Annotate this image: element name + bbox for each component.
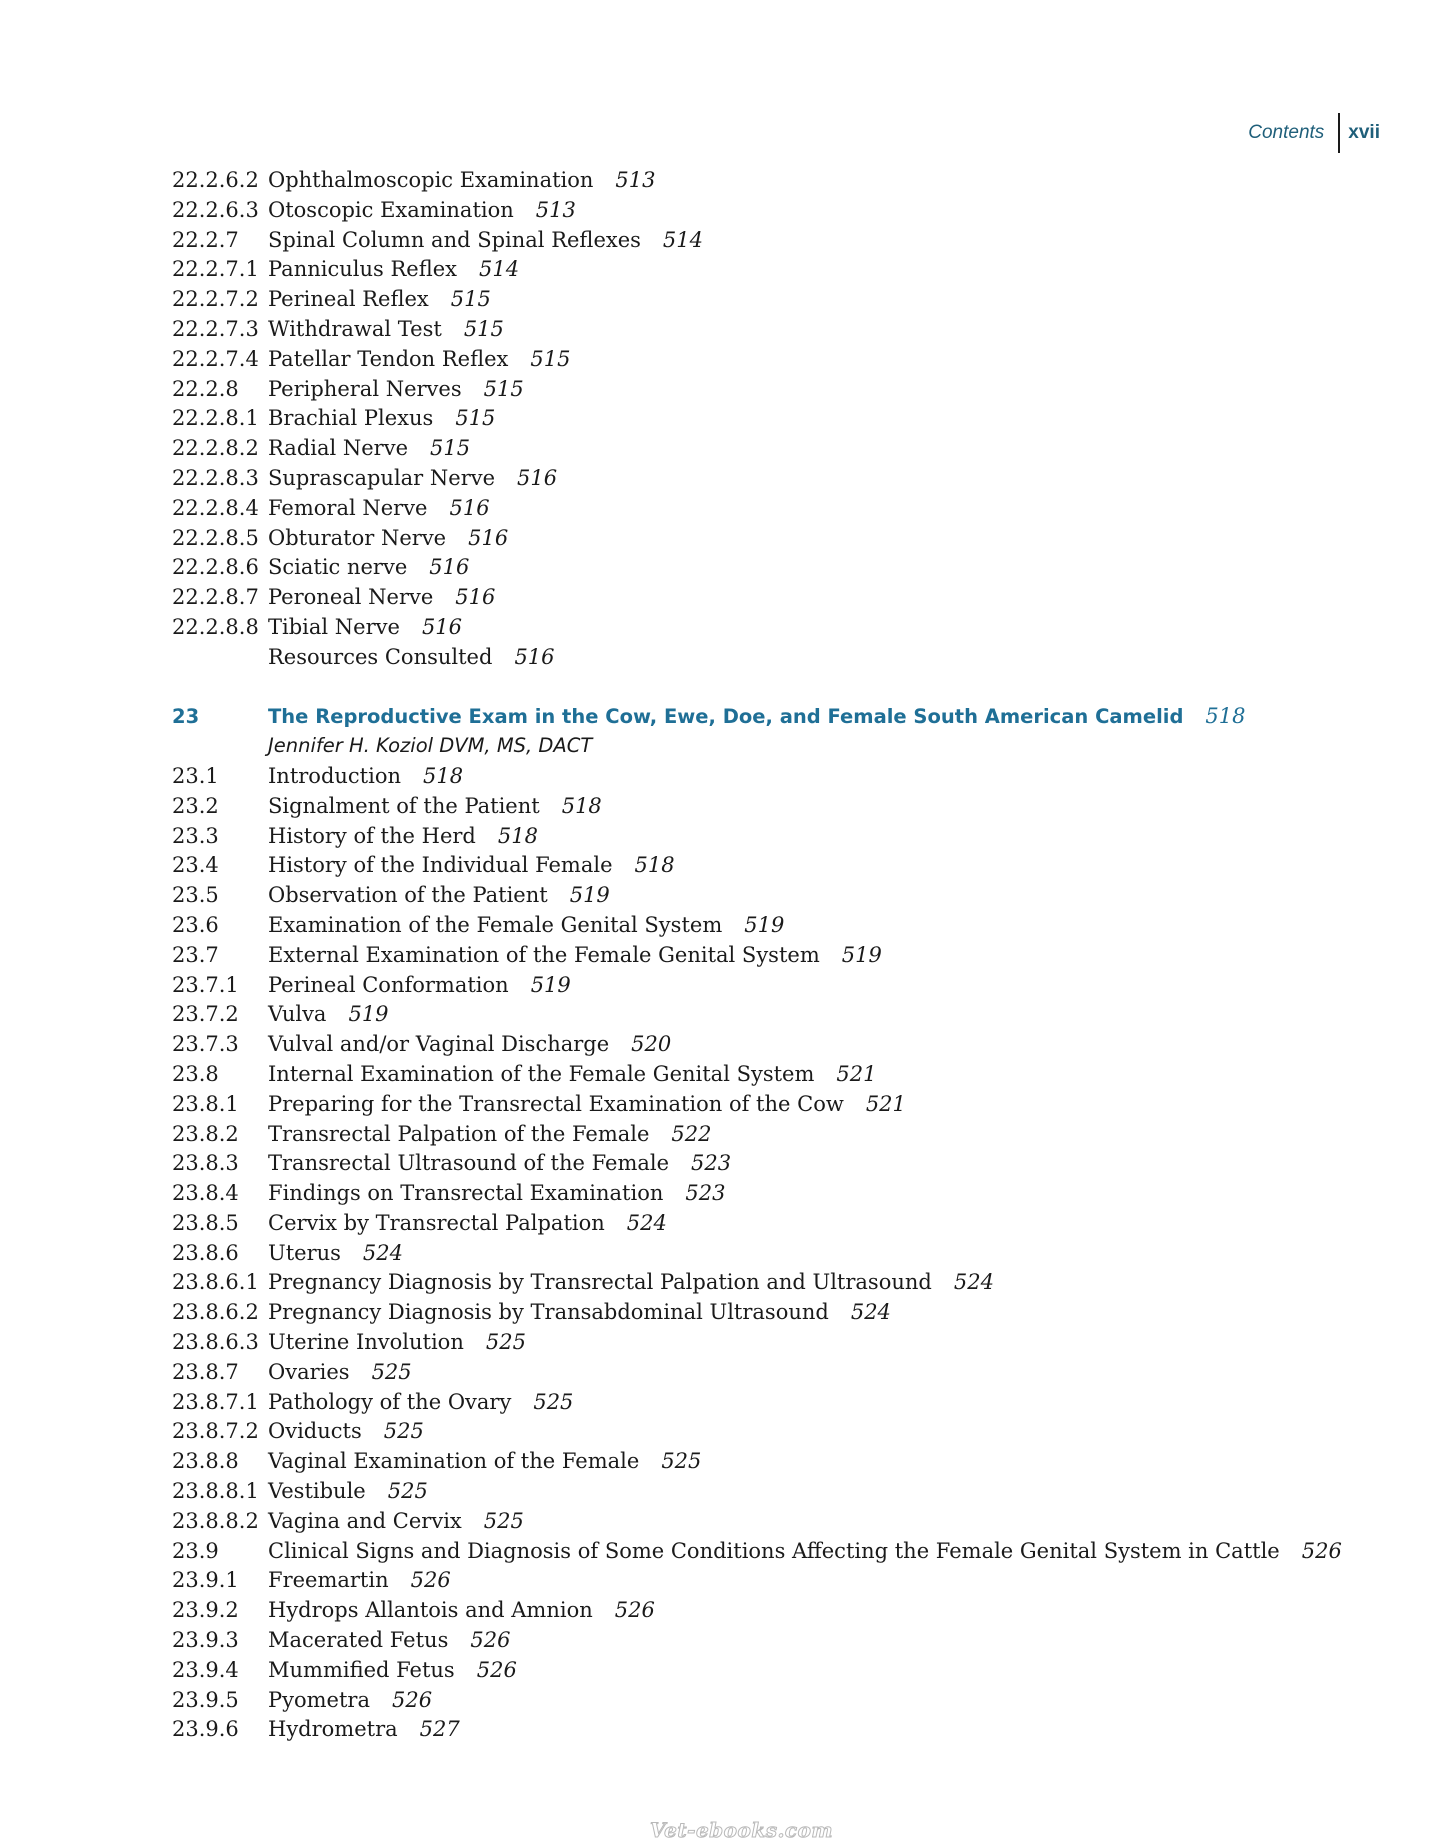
toc-entry-number: 23.9.5: [172, 1687, 239, 1712]
toc-entry-number: 22.2.7.2: [172, 287, 259, 312]
toc-entry[interactable]: [172, 645, 1332, 675]
toc-entry-page: 513: [615, 168, 656, 192]
toc-entry-page: 526: [1301, 1538, 1342, 1563]
toc-entry-number: 23.8.8.2: [172, 1508, 259, 1533]
toc-entry-title: Observation of the Patient: [268, 883, 548, 908]
toc-entry-page: 523: [691, 1151, 732, 1176]
toc-entry[interactable]: [172, 913, 1332, 943]
toc-entry-page: 524: [953, 1270, 994, 1295]
toc-entry-page: 521: [865, 1091, 906, 1116]
toc-entry[interactable]: [172, 526, 1332, 556]
toc-entry-title: History of the Individual Female: [268, 853, 613, 878]
toc-entry-number: 23.8.6.1: [172, 1270, 259, 1295]
table-of-contents: [172, 168, 1342, 1747]
toc-entry-title: Transrectal Palpation of the Female: [268, 1121, 650, 1146]
toc-entry-number: 23.9.6: [172, 1717, 239, 1742]
page-number: xvii: [1348, 122, 1380, 143]
toc-entry[interactable]: [172, 1598, 1332, 1628]
toc-entry-title: Transrectal Ultrasound of the Female: [268, 1151, 670, 1176]
toc-entry-number: 22.2.8.3: [172, 465, 259, 490]
toc-entry[interactable]: [172, 794, 1332, 824]
toc-entry-number: 23.7.3: [172, 1032, 239, 1057]
toc-entry[interactable]: [172, 1330, 1332, 1360]
toc-entry-page: 524: [850, 1300, 891, 1325]
toc-entry-title: Obturator Nerve: [268, 525, 447, 550]
toc-entry-page: 527: [419, 1717, 460, 1742]
running-head: [1248, 112, 1380, 154]
toc-entry-number: 22.2.8: [172, 376, 239, 401]
toc-entry-number: 23.8.5: [172, 1210, 239, 1235]
toc-entry-page: 516: [455, 585, 496, 610]
toc-entry[interactable]: [172, 347, 1332, 377]
toc-entry-page: 518: [423, 763, 464, 788]
toc-entry-number: 23.5: [172, 883, 219, 908]
toc-entry[interactable]: [172, 1449, 1332, 1479]
toc-entry[interactable]: [172, 317, 1332, 347]
toc-entry[interactable]: [172, 1390, 1332, 1420]
toc-entry-number: 23.8.8: [172, 1449, 239, 1474]
toc-entry-page: 515: [483, 376, 524, 401]
toc-entry-number: 23.7.2: [172, 1002, 239, 1027]
toc-entry[interactable]: [172, 198, 1332, 228]
toc-entry-number: 23.8.7: [172, 1359, 239, 1384]
toc-entry[interactable]: [172, 1300, 1332, 1330]
toc-entry[interactable]: [172, 615, 1332, 645]
toc-entry-title: Findings on Transrectal Examination: [268, 1181, 664, 1206]
toc-entry-number: 23.9.4: [172, 1657, 239, 1682]
toc-entry[interactable]: [172, 1509, 1332, 1539]
toc-entry-page: 516: [421, 614, 463, 639]
toc-entry-number: 23.7: [172, 942, 219, 967]
toc-entry[interactable]: [172, 585, 1332, 615]
toc-entry-title: Vulval and/or Vaginal Discharge: [268, 1032, 610, 1057]
toc-entry[interactable]: [172, 1628, 1332, 1658]
toc-entry[interactable]: [172, 377, 1332, 407]
toc-entry-page: 518: [634, 853, 675, 878]
chapter-page: 518: [1205, 704, 1246, 729]
chapter-author-row: [172, 734, 1332, 764]
toc-entry-number: 23.8.4: [172, 1181, 239, 1206]
toc-entry-page: 522: [671, 1121, 712, 1146]
toc-entry-number: 23.7.1: [172, 972, 239, 997]
toc-entry-page: 515: [430, 436, 471, 461]
toc-entry[interactable]: [172, 496, 1332, 526]
toc-entry-page: 526: [476, 1657, 517, 1682]
toc-entry[interactable]: [172, 883, 1332, 913]
toc-entry[interactable]: [172, 168, 1332, 198]
toc-entry-page: 524: [362, 1240, 403, 1265]
toc-entry[interactable]: [172, 1270, 1332, 1300]
toc-entry-page: 525: [371, 1359, 412, 1384]
toc-entry-page: 515: [530, 346, 571, 371]
toc-section-23: [172, 763, 1342, 1747]
toc-entry-number: 22.2.8.4: [172, 495, 259, 520]
toc-entry-title: Uterus: [268, 1240, 341, 1265]
toc-entry-page: 525: [485, 1330, 526, 1355]
toc-entry-number: 23.9: [172, 1538, 219, 1563]
toc-entry[interactable]: [172, 1479, 1332, 1509]
toc-entry[interactable]: [172, 1538, 1342, 1569]
toc-entry-page: 525: [533, 1389, 574, 1414]
toc-entry-title: Perineal Reflex: [268, 287, 429, 312]
chapter-author: Jennifer H. Koziol DVM, MS, DACT: [268, 734, 593, 758]
toc-entry[interactable]: [172, 943, 1332, 973]
toc-section-22: [172, 168, 1332, 675]
toc-entry-title: Freemartin: [268, 1568, 389, 1593]
toc-entry-number: 22.2.6.2: [172, 168, 259, 192]
toc-entry-page: 519: [348, 1002, 389, 1027]
toc-entry-title: Tibial Nerve: [268, 614, 400, 639]
toc-entry-page: 519: [744, 912, 785, 937]
toc-entry[interactable]: [172, 257, 1332, 287]
toc-entry-title: Examination of the Female Genital System: [268, 912, 723, 937]
running-head-section: Contents: [1248, 113, 1340, 153]
toc-entry-number: 22.2.8.8: [172, 614, 259, 639]
toc-entry[interactable]: [172, 466, 1332, 496]
toc-entry-title: Uterine Involution: [268, 1330, 464, 1355]
toc-entry-page: 516: [429, 555, 470, 580]
toc-entry-number: 22.2.7.3: [172, 316, 259, 341]
toc-entry[interactable]: [172, 764, 1332, 794]
toc-entry-page: 515: [450, 287, 491, 312]
toc-entry-number: 22.2.8.1: [172, 406, 259, 431]
toc-entry-title: Brachial Plexus: [268, 406, 434, 431]
toc-entry-title: Ophthalmoscopic Examination: [268, 168, 594, 192]
toc-entry-number: 23.8.6.3: [172, 1330, 259, 1355]
toc-entry-title: Spinal Column and Spinal Reflexes: [268, 227, 641, 252]
toc-entry-title: Internal Examination of the Female Genital System: [268, 1061, 815, 1086]
toc-entry[interactable]: [172, 853, 1332, 883]
toc-entry[interactable]: [172, 1092, 1332, 1122]
toc-entry[interactable]: [172, 287, 1332, 317]
toc-entry-title: Pathology of the Ovary: [268, 1389, 512, 1414]
toc-entry-page: 515: [455, 406, 496, 431]
toc-entry-title: Mummified Fetus: [268, 1657, 455, 1682]
toc-entry-title: Femoral Nerve: [268, 495, 428, 520]
toc-entry-title: Vestibule: [268, 1479, 366, 1504]
toc-entry-number: 23.8.7.1: [172, 1389, 259, 1414]
toc-entry-number: 23.3: [172, 823, 219, 848]
toc-entry-number: 23.8.2: [172, 1121, 239, 1146]
toc-entry-page: 519: [569, 883, 610, 908]
toc-entry-page: 525: [483, 1508, 524, 1533]
toc-entry-title: Signalment of the Patient: [268, 793, 540, 818]
toc-entry-title: Introduction: [268, 763, 401, 788]
toc-entry-number: 22.2.8.5: [172, 525, 259, 550]
toc-entry-page: 513: [535, 197, 576, 222]
toc-entry[interactable]: [172, 1151, 1332, 1181]
toc-entry-page: 525: [661, 1449, 702, 1474]
chapter-heading[interactable]: [172, 704, 1332, 734]
toc-entry-number: 23.8.6.2: [172, 1300, 259, 1325]
toc-entry-number: 23.9.3: [172, 1628, 239, 1653]
toc-entry[interactable]: [172, 1062, 1332, 1092]
toc-entry-title: Sciatic nerve: [268, 555, 408, 580]
toc-entry-number: 23.4: [172, 853, 219, 878]
toc-entry-title: Vagina and Cervix: [268, 1508, 462, 1533]
toc-entry-number: 23.8: [172, 1061, 219, 1086]
toc-entry-title: Perineal Conformation: [268, 972, 509, 997]
toc-entry[interactable]: [172, 1211, 1332, 1241]
toc-entry-page: 516: [514, 644, 555, 669]
toc-entry-title: Pregnancy Diagnosis by Transabdominal Ultrasound: [268, 1300, 829, 1325]
toc-entry-title: Clinical Signs and Diagnosis of Some Conditions Affecting the Female Genital System in Cattle: [268, 1538, 1280, 1563]
toc-entry-title: Radial Nerve: [268, 436, 409, 461]
toc-entry[interactable]: [172, 973, 1332, 1003]
toc-entry-title: Macerated Fetus: [268, 1628, 449, 1653]
toc-entry[interactable]: [172, 1122, 1332, 1152]
toc-entry-page: 526: [410, 1568, 451, 1593]
toc-entry-number: 22.2.8.2: [172, 436, 259, 461]
toc-entry-number: 23.9.1: [172, 1568, 239, 1593]
toc-entry-page: 523: [685, 1181, 726, 1206]
toc-entry-page: 514: [662, 227, 704, 252]
toc-entry-page: 514: [478, 257, 520, 282]
toc-entry[interactable]: [172, 1419, 1332, 1449]
toc-entry-number: 23.8.1: [172, 1091, 239, 1116]
toc-entry-title: Pregnancy Diagnosis by Transrectal Palpation and Ultrasound: [268, 1270, 932, 1295]
toc-entry[interactable]: [172, 824, 1332, 854]
toc-entry-page: 516: [517, 465, 558, 490]
toc-entry-page: 526: [614, 1598, 655, 1623]
toc-entry-number: 22.2.8.7: [172, 585, 259, 610]
toc-entry-page: 524: [626, 1210, 667, 1235]
toc-entry-title: Withdrawal Test: [268, 316, 442, 341]
toc-entry-number: 22.2.7.4: [172, 346, 259, 371]
toc-entry[interactable]: [172, 1568, 1332, 1598]
toc-entry-number: 22.2.7: [172, 227, 239, 252]
toc-entry[interactable]: [172, 1688, 1332, 1718]
toc-entry-number: 22.2.7.1: [172, 257, 259, 282]
toc-entry[interactable]: [172, 1658, 1332, 1688]
toc-entry-page: 521: [836, 1061, 877, 1086]
toc-entry-title: External Examination of the Female Genital System: [268, 942, 820, 967]
toc-entry-title: Oviducts: [268, 1419, 362, 1444]
toc-entry-title: Resources Consulted: [268, 644, 493, 669]
toc-entry-page: 526: [391, 1687, 433, 1712]
toc-entry-title: Preparing for the Transrectal Examination of the Cow: [268, 1091, 844, 1116]
toc-entry-title: Otoscopic Examination: [268, 197, 514, 222]
toc-entry-title: Ovaries: [268, 1359, 350, 1384]
toc-entry-number: 23.6: [172, 912, 219, 937]
toc-entry-title: Vulva: [268, 1002, 327, 1027]
toc-entry-title: Patellar Tendon Reflex: [268, 346, 509, 371]
toc-entry-page: 520: [631, 1032, 672, 1057]
toc-entry[interactable]: [172, 1360, 1332, 1390]
toc-entry-title: Vaginal Examination of the Female: [268, 1449, 640, 1474]
toc-entry-number: 22.2.8.6: [172, 555, 259, 580]
toc-entry-title: Hydrometra: [268, 1717, 398, 1742]
toc-entry[interactable]: [172, 228, 1332, 258]
toc-entry[interactable]: [172, 1717, 1332, 1747]
toc-entry-page: 525: [383, 1419, 424, 1444]
toc-entry-page: 516: [449, 495, 490, 520]
toc-entry-title: Cervix by Transrectal Palpation: [268, 1210, 605, 1235]
toc-entry-page: 519: [841, 942, 882, 967]
toc-entry-title: Peroneal Nerve: [268, 585, 434, 610]
toc-entry-title: History of the Herd: [268, 823, 476, 848]
toc-entry-number: 23.1: [172, 763, 219, 788]
toc-entry[interactable]: [172, 555, 1332, 585]
toc-entry-number: 23.9.2: [172, 1598, 239, 1623]
toc-entry[interactable]: [172, 1032, 1332, 1062]
toc-entry[interactable]: [172, 406, 1332, 436]
chapter-number: 23: [172, 705, 200, 729]
section-gap: [172, 675, 1332, 705]
toc-entry-title: Panniculus Reflex: [268, 257, 457, 282]
toc-entry-number: 23.8.3: [172, 1151, 239, 1176]
toc-entry[interactable]: [172, 1181, 1332, 1211]
toc-entry-page: 518: [561, 793, 602, 818]
toc-entry-number: 23.8.7.2: [172, 1419, 259, 1444]
toc-entry-number: 22.2.6.3: [172, 197, 259, 222]
toc-entry-page: 525: [387, 1479, 428, 1504]
toc-entry-page: 515: [463, 316, 504, 341]
watermark-logo: Vet-ebooks.com: [650, 1818, 834, 1842]
toc-entry-page: 526: [470, 1628, 511, 1653]
toc-entry-title: Pyometra: [268, 1687, 370, 1712]
toc-entry[interactable]: [172, 436, 1332, 466]
toc-entry-number: 23.2: [172, 793, 219, 818]
chapter-title: The Reproductive Exam in the Cow, Ewe, Doe, and Female South American Camelid: [268, 705, 1184, 729]
toc-entry-number: 23.8.6: [172, 1240, 239, 1265]
toc-entry[interactable]: [172, 1002, 1332, 1032]
toc-entry-page: 516: [468, 525, 509, 550]
toc-entry-page: 519: [530, 972, 571, 997]
toc-entry-title: Suprascapular Nerve: [268, 465, 496, 490]
toc-entry[interactable]: [172, 1241, 1332, 1271]
toc-entry-title: Hydrops Allantois and Amnion: [268, 1598, 593, 1623]
toc-entry-number: 23.8.8.1: [172, 1479, 259, 1504]
toc-entry-page: 518: [497, 823, 538, 848]
toc-entry-title: Peripheral Nerves: [268, 376, 462, 401]
